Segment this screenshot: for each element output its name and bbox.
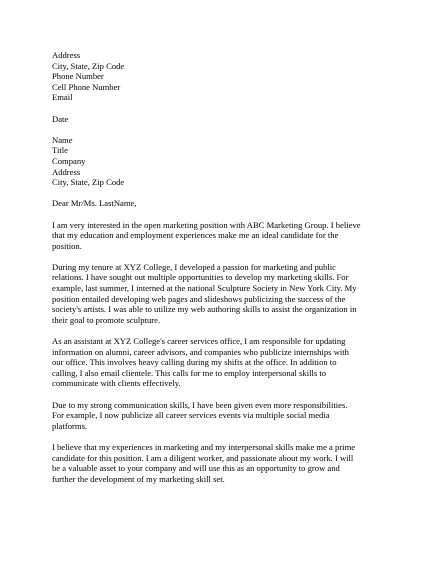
body-line: their goal to promote sculpture. (52, 314, 161, 325)
sender-email: Email (52, 92, 73, 103)
body-line: example, last summer, I interned at the national Sculpture Society in New York City. My (52, 283, 357, 294)
spacer (52, 431, 392, 442)
paragraph-2 (52, 262, 392, 326)
recipient-title: Title (52, 145, 68, 156)
body-line: position entailed developing web pages and slideshows publicizing the success of the (52, 293, 346, 304)
body-line: relations. I have sought out multiple opportunities to develop my marketing skills. For (52, 272, 349, 283)
recipient-name: Name (52, 134, 73, 145)
sender-city-state-zip: City, State, Zip Code (52, 60, 125, 71)
body-line: As an assistant at XYZ College's career services office, I am responsible for updating (52, 336, 346, 347)
spacer (52, 325, 392, 336)
body-line: further the development of my marketing skill set. (52, 473, 225, 484)
recipient-address: Address (52, 166, 81, 177)
cover-letter (52, 50, 392, 484)
sender-address: Address (52, 50, 81, 60)
spacer (52, 103, 392, 114)
spacer (52, 188, 392, 199)
body-line: candidate for this position. I am a diligent worker, and passionate about my work. I will (52, 452, 354, 463)
body-line: During my tenure at XYZ College, I developed a passion for marketing and public (52, 261, 336, 272)
body-line: platforms. (52, 420, 88, 431)
sender-phone: Phone Number (52, 71, 104, 82)
body-line: I am very interested in the open marketing position with ABC Marketing Group. I believe (52, 219, 361, 230)
body-line: society's artists. I was able to utilize my web authoring skills to assist the organization in (52, 304, 357, 315)
sender-block (52, 50, 392, 103)
body-line: information on alumni, career advisors, and companies who publicize internships with (52, 346, 349, 357)
recipient-city-state-zip: City, State, Zip Code (52, 177, 125, 188)
paragraph-5 (52, 442, 392, 484)
body-line: be a valuable asset to your company and will use this as an opportunity to grow and (52, 463, 340, 474)
spacer (52, 209, 392, 220)
recipient-company: Company (52, 155, 86, 166)
body-line: position. (52, 240, 82, 251)
body-line: For example, I now publicize all career services events via multiple social media (52, 410, 330, 421)
paragraph-1 (52, 220, 392, 252)
paragraph-4 (52, 400, 392, 432)
spacer (52, 251, 392, 262)
body-line: calling, I also email clientele. This calls for me to employ interpersonal skills to (52, 367, 327, 378)
paragraph-3 (52, 336, 392, 389)
spacer (52, 124, 392, 135)
letter-date: Date (52, 113, 69, 124)
sender-cell-phone: Cell Phone Number (52, 81, 121, 92)
salutation: Dear Mr/Ms. LastName, (52, 198, 137, 209)
body-line: that my education and employment experiences make me an ideal candidate for the (52, 230, 339, 241)
body-line: Due to my strong communication skills, I have been given even more responsibilities. (52, 399, 348, 410)
body-line: our office. This involves heavy calling during my shifts at the office. In addition to (52, 357, 337, 368)
recipient-block (52, 135, 392, 188)
body-line: I believe that my experiences in marketing and my interpersonal skills make me a prime (52, 441, 356, 452)
body-line: communicate with clients effectively. (52, 378, 181, 389)
spacer (52, 389, 392, 400)
